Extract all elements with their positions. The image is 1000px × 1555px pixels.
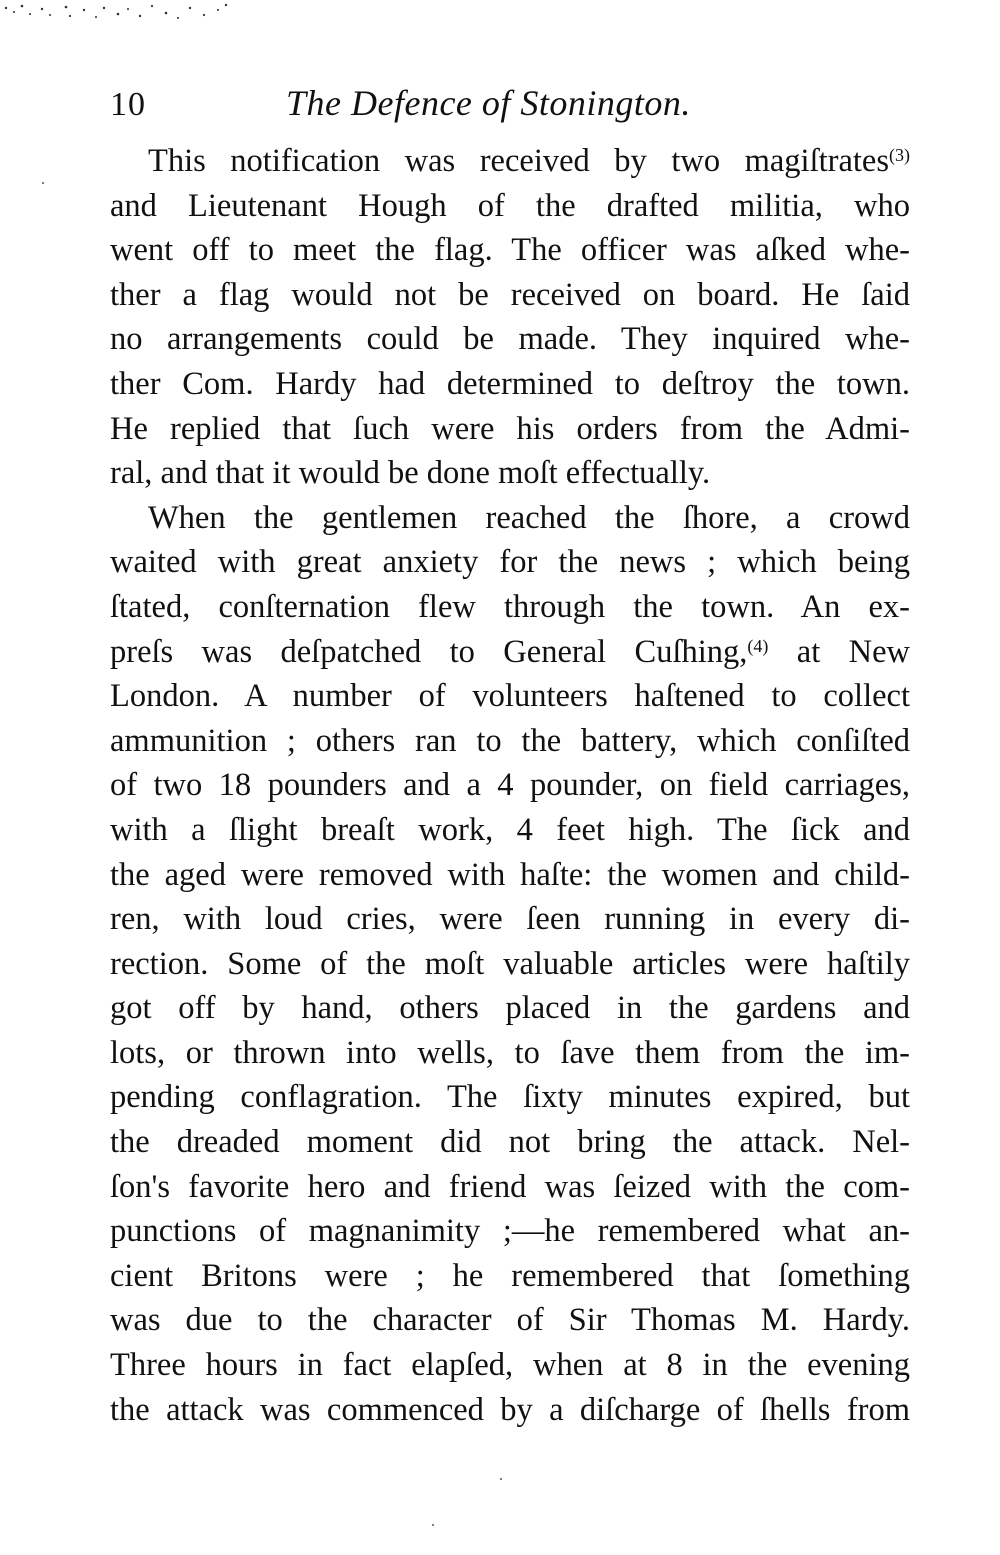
paper-speck	[500, 1478, 502, 1480]
footnote-ref-3: (3)	[889, 145, 910, 165]
page-speckles	[0, 0, 240, 30]
text-line: the aged were removed with haſte: the women and child-	[110, 856, 910, 893]
text-line: pending conflagration. The ſixty minutes expired, but	[110, 1079, 910, 1116]
footnote-ref-4: (4)	[747, 635, 769, 656]
text-line: the attack was commenced by a diſcharge of ſhells from	[110, 1391, 910, 1428]
body-text	[110, 139, 910, 1432]
text-line: lots, or thrown into wells, to ſave them from the im-	[110, 1034, 910, 1071]
text-line: ammunition ; others ran to the battery, which conſiſted	[110, 722, 910, 759]
text-line: went off to meet the flag. The officer was aſked whe-	[110, 232, 910, 269]
text-line: ther a flag would not be received on board. He ſaid	[110, 276, 910, 313]
text-line: ſon's favorite hero and friend was ſeized with the com-	[110, 1168, 910, 1205]
text-line: This notification was received by two magiſtrates$^{(3)}$	[148, 143, 910, 179]
text-line: ther Com. Hardy had determined to deſtroy the town.	[110, 365, 910, 402]
text-line: rection. Some of the moſt valuable articles were haſtily	[110, 945, 910, 982]
paragraph-2	[110, 496, 910, 1432]
text-line: When the gentlemen reached the ſhore, a crowd	[148, 499, 910, 536]
text-line: with a ſlight breaſt work, 4 feet high. The ſick and	[110, 811, 910, 848]
text-line: no arrangements could be made. They inquired whe-	[110, 321, 910, 358]
text-line: of two 18 pounders and a 4 pounder, on field carriages,	[110, 767, 910, 804]
text-line: ſtated, conſternation flew through the town. An ex-	[110, 588, 910, 625]
text-line: London. A number of volunteers haſtened to collect	[110, 678, 910, 715]
text-line: ral, and that it would be done moſt effectually.	[110, 455, 711, 492]
text-line: Three hours in fact elapſed, when at 8 in the evening	[110, 1347, 910, 1384]
text-line: ren, with loud cries, were ſeen running in every di-	[110, 901, 910, 938]
page-header	[110, 82, 910, 132]
paper-speck	[432, 1524, 434, 1526]
text-line: and Lieutenant Hough of the drafted militia, who	[110, 187, 910, 224]
text-line: the dreaded moment did not bring the attack. Nel-	[110, 1124, 910, 1161]
paragraph-1	[110, 139, 910, 496]
text-line: preſs was deſpatched to General Cuſhing,$^{(4)}$ at New	[110, 633, 910, 670]
text-line: He replied that ſuch were his orders from the Admi-	[110, 410, 910, 447]
text-line: was due to the character of Sir Thomas M. Hardy.	[110, 1302, 910, 1339]
page-number: 10	[110, 86, 146, 123]
text-line: punctions of magnanimity ;—he remembered what an-	[110, 1213, 910, 1250]
text-line: cient Britons were ; he remembered that ſomething	[110, 1257, 910, 1294]
paper-speck	[42, 182, 44, 184]
running-title: The Defence of Stonington.	[286, 83, 691, 123]
text-line: waited with great anxiety for the news ; which being	[110, 544, 910, 581]
text-line: got off by hand, others placed in the gardens and	[110, 990, 910, 1027]
